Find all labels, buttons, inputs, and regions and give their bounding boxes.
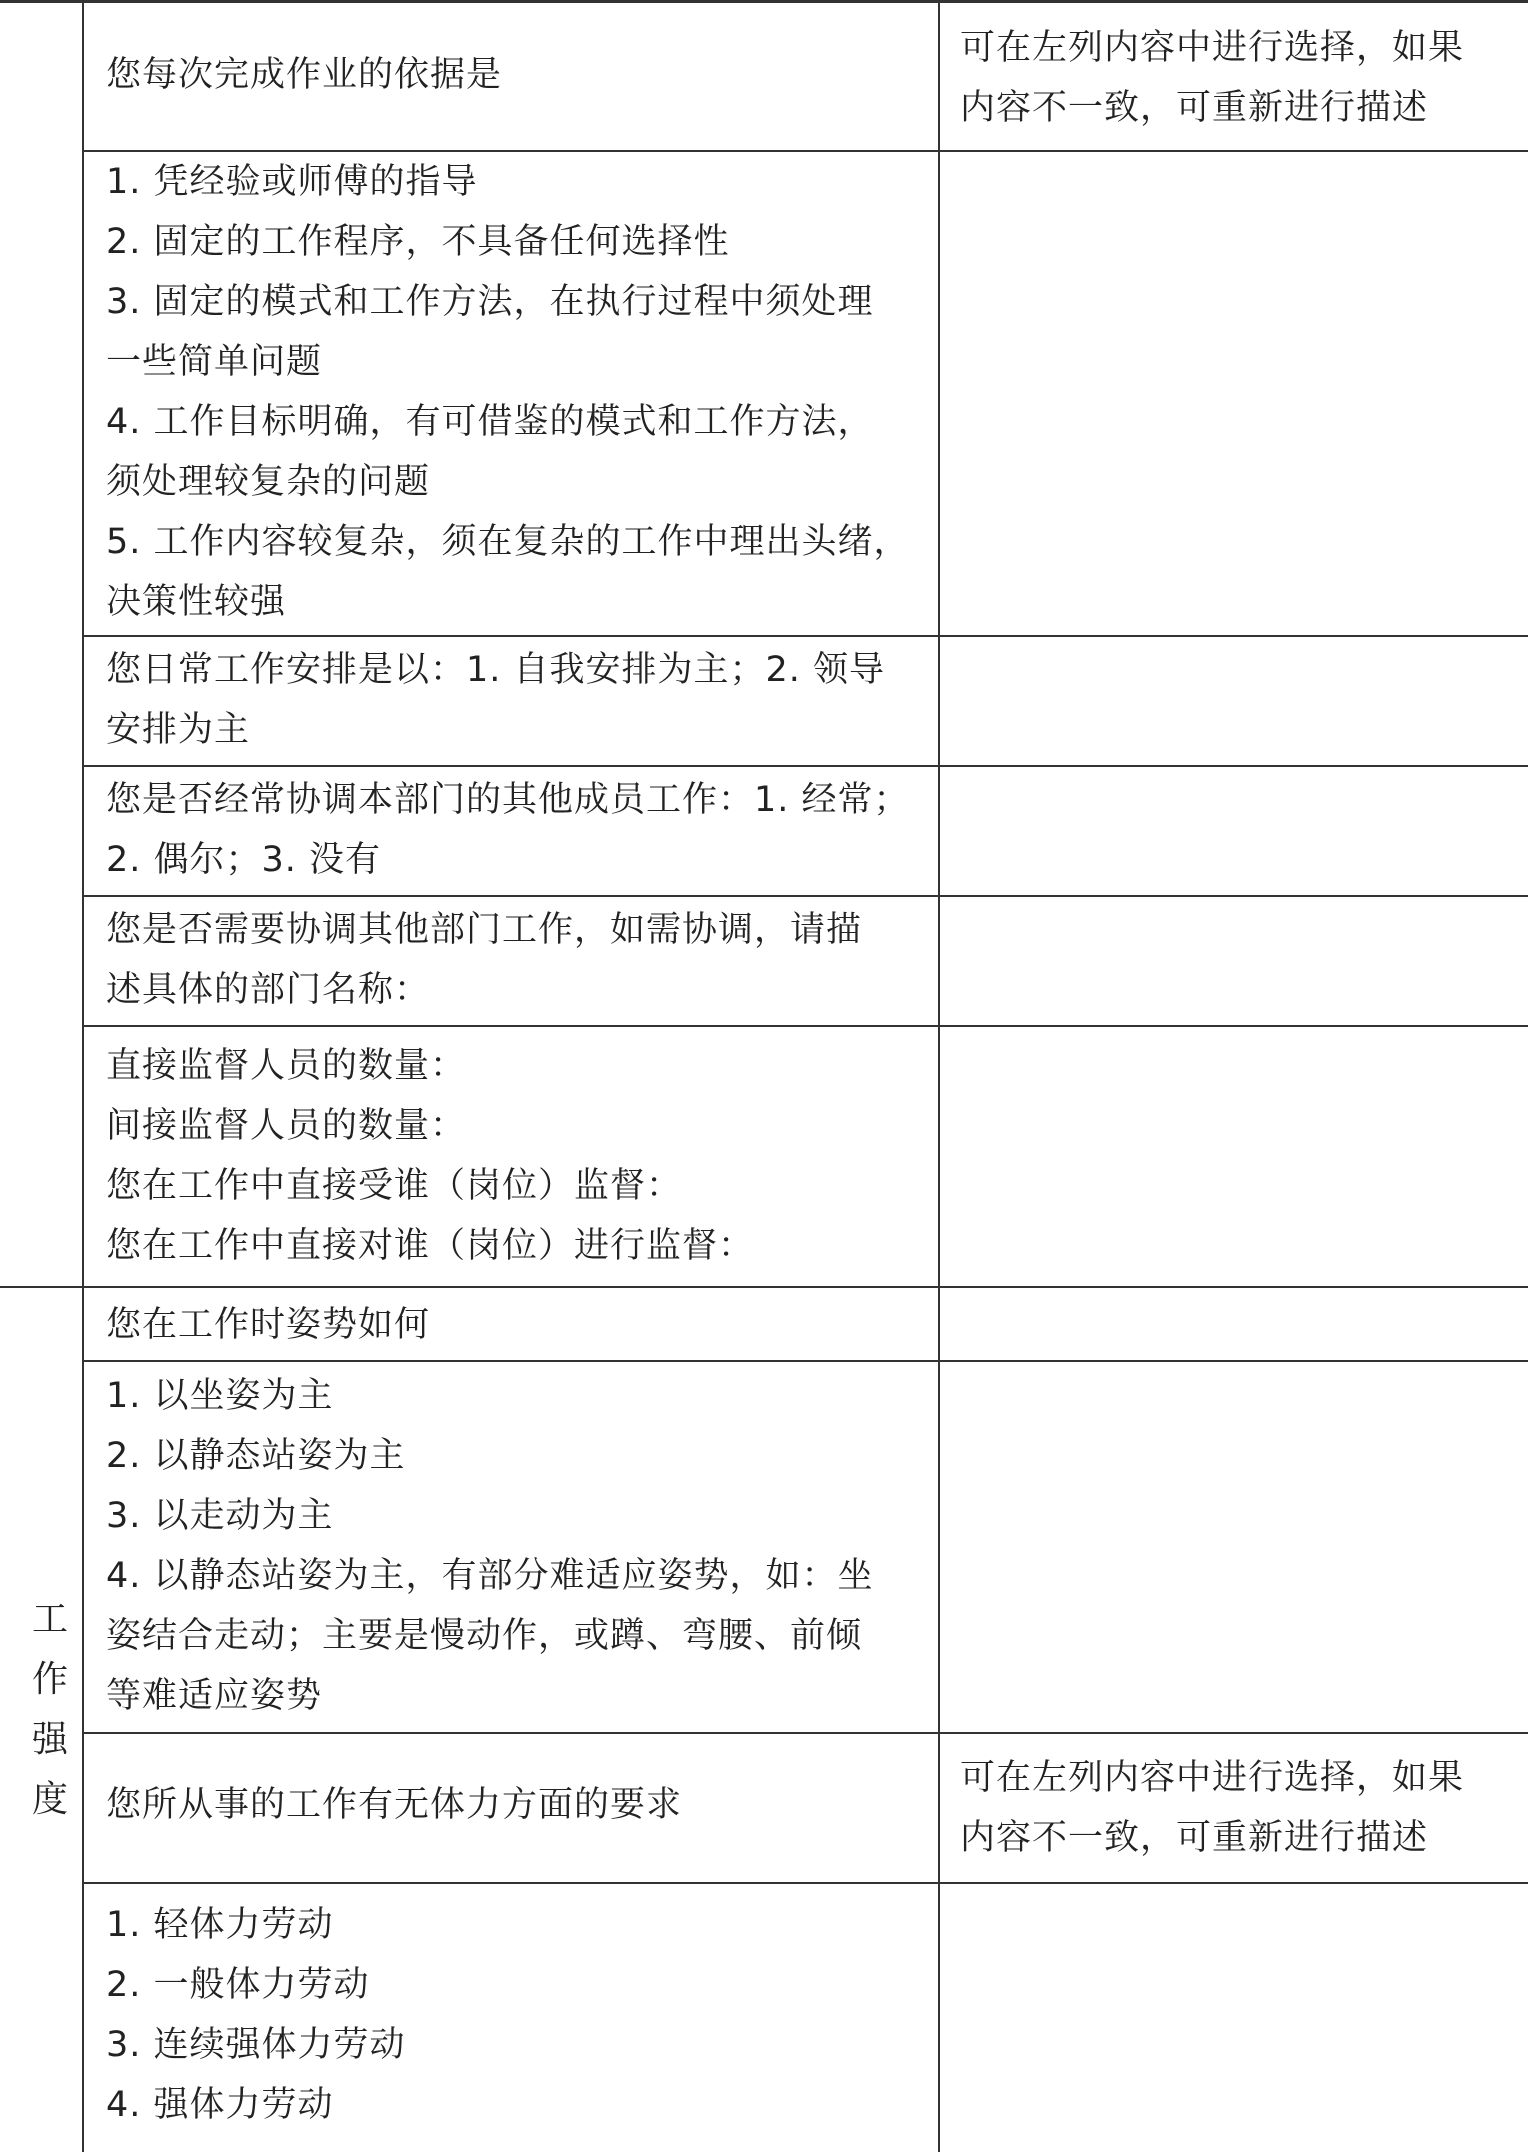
question-cell: 您是否经常协调本部门的其他成员工作：1. 经常； 2. 偶尔；3. 没有	[106, 780, 910, 880]
category-label-1	[0, 0, 82, 1286]
question-cell: 您在工作时姿势如何	[106, 1305, 431, 1345]
question-cell: 1. 凭经验或师傅的指导 2. 固定的工作程序，不具备任何选择性 3. 固定的模式和工作方法，在执行过程中须处理 一些简单问题 4. 工作目标明确，有可借鉴的模式和工作方法， 须处理较复杂的问题 5. 工作内容较复杂，须在复杂的工作中理出头绪， 决策性较强	[106, 162, 910, 622]
category-char: 工	[31, 1599, 68, 1640]
note-cell: 可在左列内容中进行选择，如果 内容不一致，可重新进行描述	[960, 1758, 1465, 1858]
question-cell: 您是否需要协调其他部门工作，如需协调，请描 述具体的部门名称：	[106, 910, 863, 1010]
question-cell: 您所从事的工作有无体力方面的要求	[106, 1785, 683, 1825]
question-cell: 直接监督人员的数量： 间接监督人员的数量： 您在工作中直接受谁（岗位）监督： 您在工作中直接对谁（岗位）进行监督：	[106, 1046, 755, 1266]
row-divider	[82, 895, 1528, 897]
category-char: 作	[31, 1659, 68, 1700]
table-border-top	[0, 0, 1528, 3]
row-divider	[82, 1025, 1528, 1027]
question-cell: 您日常工作安排是以：1. 自我安排为主；2. 领导 安排为主	[106, 650, 886, 750]
column-divider	[938, 0, 940, 2152]
category-char	[0, 1590, 100, 1830]
question-cell: 1. 轻体力劳动 2. 一般体力劳动 3. 连续强体力劳动 4. 强体力劳动	[106, 1905, 406, 2125]
category-char: 强	[31, 1719, 68, 1760]
category-label-2	[0, 1590, 100, 1830]
question-cell: 1. 以坐姿为主 2. 以静态站姿为主 3. 以走动为主 4. 以静态站姿为主，有部分难适应姿势，如：坐 姿结合走动；主要是慢动作，或蹲、弯腰、前倾 等难适应姿势	[106, 1376, 874, 1716]
column-divider	[82, 0, 84, 2152]
row-divider	[82, 150, 1528, 152]
row-divider	[82, 1360, 1528, 1362]
row-divider	[82, 765, 1528, 767]
row-divider	[82, 1882, 1528, 1884]
section-divider	[0, 1286, 1528, 1288]
note-cell: 可在左列内容中进行选择，如果 内容不一致，可重新进行描述	[960, 28, 1465, 128]
question-cell: 您每次完成作业的依据是	[106, 55, 503, 95]
row-divider	[82, 635, 1528, 637]
row-divider	[82, 1732, 1528, 1734]
category-char: 度	[31, 1779, 68, 1820]
